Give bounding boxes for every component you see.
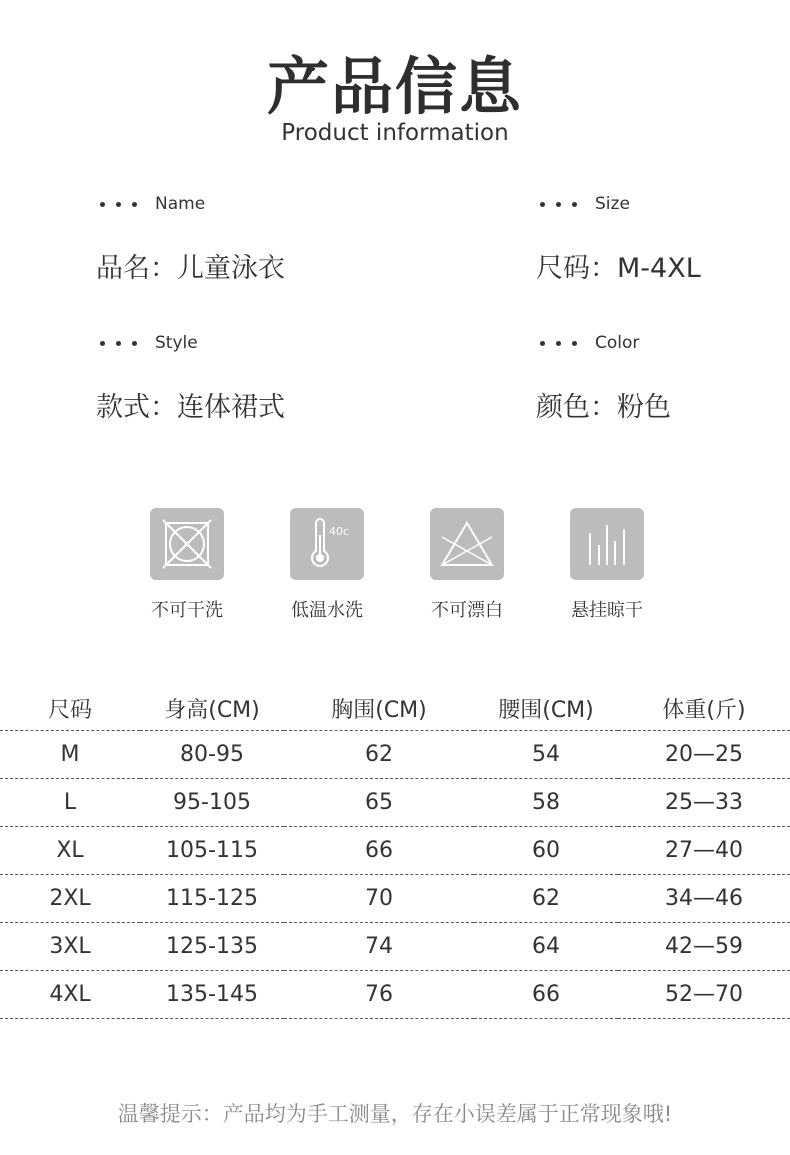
care-item-low-temp-wash bbox=[267, 508, 387, 622]
info-name bbox=[96, 192, 416, 286]
cell-size: XL bbox=[0, 827, 140, 875]
cell-height: 95-105 bbox=[140, 779, 284, 827]
cell-height: 115-125 bbox=[140, 875, 284, 923]
size-table bbox=[0, 686, 790, 1019]
cell-height: 105-115 bbox=[140, 827, 284, 875]
page-title: 产品信息 bbox=[266, 50, 523, 123]
cell-weight: 27—40 bbox=[618, 827, 790, 875]
table-row bbox=[0, 971, 790, 1019]
cell-waist: 66 bbox=[474, 971, 618, 1019]
cell-weight: 20—25 bbox=[618, 731, 790, 779]
dots-icon bbox=[100, 202, 137, 207]
info-size-label: Size bbox=[595, 194, 630, 214]
dots-icon bbox=[540, 202, 577, 207]
cell-weight: 52—70 bbox=[618, 971, 790, 1019]
cell-waist: 64 bbox=[474, 923, 618, 971]
info-style-value: 款式：连体裙式 bbox=[96, 392, 285, 423]
header-size: 尺码 bbox=[47, 697, 92, 723]
info-name-value: 品名：儿童泳衣 bbox=[96, 253, 285, 284]
header-chest: 胸围(CM) bbox=[331, 697, 427, 723]
cell-height: 80-95 bbox=[140, 731, 284, 779]
info-size-value: 尺码：M-4XL bbox=[536, 253, 701, 284]
table-row bbox=[0, 923, 790, 971]
hang-dry-icon bbox=[570, 508, 644, 580]
cell-chest: 76 bbox=[284, 971, 474, 1019]
cell-weight: 25—33 bbox=[618, 779, 790, 827]
header-weight: 体重(斤) bbox=[662, 697, 746, 723]
no-bleach-icon bbox=[430, 508, 504, 580]
cell-size: 3XL bbox=[0, 923, 140, 971]
table-row bbox=[0, 779, 790, 827]
care-item-hang-dry bbox=[547, 508, 667, 622]
cell-size: 4XL bbox=[0, 971, 140, 1019]
care-label: 不可干洗 bbox=[151, 600, 223, 621]
info-name-label: Name bbox=[155, 194, 206, 214]
care-label: 悬挂晾干 bbox=[571, 600, 643, 621]
care-item-no-dry-clean bbox=[127, 508, 247, 622]
table-row bbox=[0, 875, 790, 923]
info-style bbox=[96, 331, 416, 425]
svg-text:40c: 40c bbox=[329, 525, 350, 538]
dots-icon bbox=[540, 341, 577, 346]
cell-waist: 58 bbox=[474, 779, 618, 827]
cell-chest: 62 bbox=[284, 731, 474, 779]
dots-icon bbox=[100, 341, 137, 346]
info-color-value: 颜色：粉色 bbox=[536, 392, 671, 423]
measurement-note: 温馨提示：产品均为手工测量，存在小误差属于正常现象哦! bbox=[117, 1102, 673, 1126]
cell-size: 2XL bbox=[0, 875, 140, 923]
care-label: 低温水洗 bbox=[291, 600, 363, 621]
cell-weight: 34—46 bbox=[618, 875, 790, 923]
cell-chest: 66 bbox=[284, 827, 474, 875]
cell-height: 135-145 bbox=[140, 971, 284, 1019]
care-label: 不可漂白 bbox=[431, 600, 503, 621]
cell-waist: 62 bbox=[474, 875, 618, 923]
thermometer-40c-icon bbox=[290, 508, 364, 580]
cell-waist: 60 bbox=[474, 827, 618, 875]
cell-chest: 65 bbox=[284, 779, 474, 827]
cell-weight: 42—59 bbox=[618, 923, 790, 971]
info-style-label: Style bbox=[155, 333, 198, 353]
table-row bbox=[0, 731, 790, 779]
cell-size: M bbox=[0, 731, 140, 779]
cell-chest: 70 bbox=[284, 875, 474, 923]
header-height: 身高(CM) bbox=[164, 697, 260, 723]
table-header-row bbox=[0, 686, 790, 731]
page-subtitle: Product information bbox=[281, 120, 509, 146]
no-tumble-dry-icon bbox=[150, 508, 224, 580]
care-item-no-bleach bbox=[407, 508, 527, 622]
header-waist: 腰围(CM) bbox=[498, 697, 594, 723]
cell-height: 125-135 bbox=[140, 923, 284, 971]
table-row bbox=[0, 827, 790, 875]
cell-chest: 74 bbox=[284, 923, 474, 971]
info-size bbox=[536, 192, 790, 286]
cell-size: L bbox=[0, 779, 140, 827]
cell-waist: 54 bbox=[474, 731, 618, 779]
info-color-label: Color bbox=[595, 333, 640, 353]
info-color bbox=[536, 331, 790, 425]
